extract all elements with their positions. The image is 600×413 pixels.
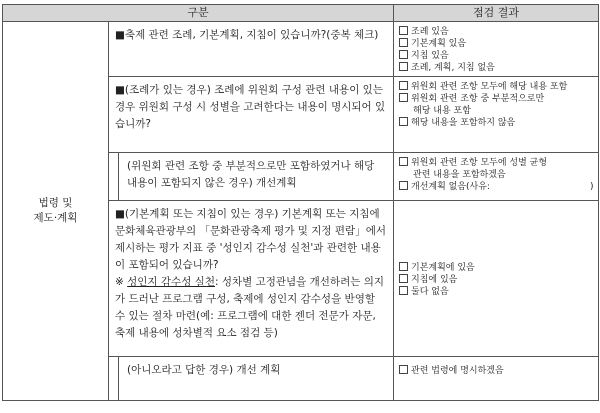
question-q3 (109, 201, 394, 357)
indent-cell (109, 153, 119, 201)
option-item[interactable]: 기본계획 있음 (399, 38, 594, 50)
category-line2: 제도·계획 (33, 212, 78, 224)
option-item[interactable]: 개선계획 없음(사유: ) (399, 181, 594, 193)
checkbox[interactable] (399, 286, 408, 295)
option-item[interactable]: 지침에 있음 (399, 274, 594, 286)
option-item[interactable]: 조례, 계획, 지침 없음 (399, 62, 594, 74)
note-term: 성인지 감수성 실천 (127, 276, 215, 288)
option-item[interactable]: 위원회 관련 조항 모두에 성별 균형 (399, 157, 594, 169)
checkbox[interactable] (399, 117, 408, 126)
question-q2: ■(조례가 있는 경우) 조례에 위원회 구성 관련 내용이 있는 경우 위원회 구성 시 성별을 고려한다는 내용이 명시되어 있습니까? (109, 77, 394, 153)
question-q3a: (아니오라고 답한 경우) 개선 계획 (119, 357, 394, 401)
row-q1 (3, 22, 599, 77)
checkbox[interactable] (399, 262, 408, 271)
option-item[interactable]: 조례 있음 (399, 26, 594, 38)
option-item[interactable]: 관련 법령에 명시하겠음 (399, 365, 594, 377)
checkbox[interactable] (399, 93, 408, 102)
checkbox[interactable] (399, 26, 408, 35)
option-continuation: 해당 내용 포함 (413, 106, 471, 116)
checkbox[interactable] (399, 81, 408, 90)
checklist-table (2, 4, 599, 401)
options-q3a (394, 357, 599, 401)
checkbox[interactable] (399, 157, 408, 166)
question-q3-text: ■(기본계획 또는 지침이 있는 경우) 기본계획 또는 지침에 문화체육관광부의 「문화관광축제 평가 및 지정 편람」에서 제시하는 평가 지표 중 '성인지 감수성 실천'과 관련한 내용이 포함되어 있습니까? (115, 208, 386, 271)
options-q1 (394, 22, 599, 77)
note-prefix: ※ (115, 276, 128, 288)
question-q2a: (위원회 관련 조항 중 부분적으로만 포함하였거나 해당 내용이 포함되지 않은 경우) 개선계획 (119, 153, 394, 201)
checkbox[interactable] (399, 181, 408, 190)
header-row (3, 5, 599, 22)
header-category: 구분 (3, 5, 394, 22)
category-cell (3, 22, 109, 401)
question-q1: ■축제 관련 조례, 기본계획, 지침이 있습니까?(중복 체크) (109, 22, 394, 77)
options-q3 (394, 201, 599, 357)
checkbox[interactable] (399, 38, 408, 47)
option-item[interactable]: 지침 있음 (399, 50, 594, 62)
option-item[interactable]: 둘다 없음 (399, 286, 594, 298)
header-result: 점검 결과 (394, 5, 599, 22)
option-item[interactable]: 위원회 관련 조항 모두에 해당 내용 포함 (399, 81, 594, 93)
option-item[interactable]: 기본계획에 있음 (399, 262, 594, 274)
checkbox[interactable] (399, 274, 408, 283)
options-q2a (394, 153, 599, 201)
option-continuation: 관련 내용을 포함하겠음 (413, 170, 506, 180)
option-item[interactable]: 해당 내용을 포함하지 않음 (399, 117, 594, 129)
option-item[interactable]: 위원회 관련 조항 중 부분적으로만 (399, 93, 594, 105)
checkbox[interactable] (399, 50, 408, 59)
indent-cell (109, 357, 119, 401)
category-line1: 법령 및 (38, 197, 73, 209)
note-text: : 성차별 고정관념을 개선하려는 의지가 드러난 프로그램 구성, 축제에 성인지 감수성을 반영할 수 있는 절차 마련(예: 프로그램에 대한 젠더 전문가 자문, 축제 내용에 성차별적 요소 점검 등) (115, 276, 385, 339)
checkbox[interactable] (399, 365, 408, 374)
checkbox[interactable] (399, 62, 408, 71)
options-q2 (394, 77, 599, 153)
